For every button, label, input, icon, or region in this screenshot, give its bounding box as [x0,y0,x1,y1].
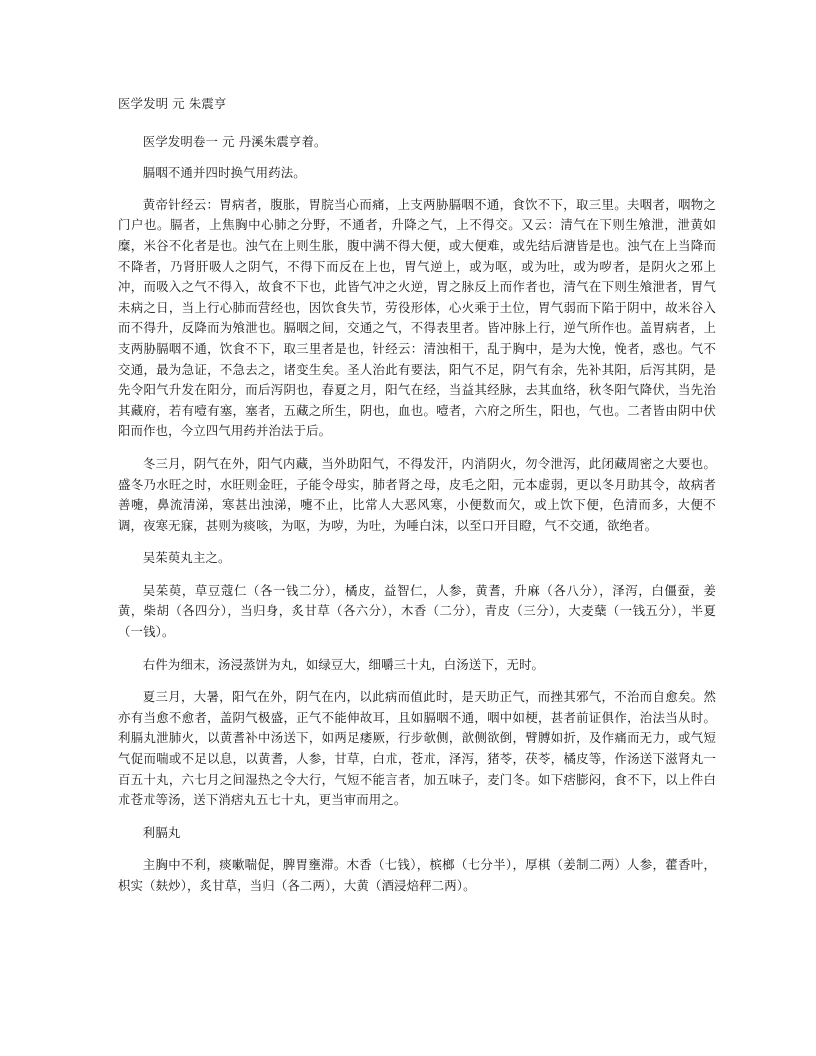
volume-byline: 医学发明卷一 元 丹溪朱震亨着。 [142,133,327,149]
paragraph-wuzhuyu-wan-indication: 吴茱萸丸主之。 [142,550,231,566]
paragraph-huangdi-zhenjing: 黄帝针经云：胃病者，腹胀，胃脘当心而痛，上支两胁膈咽不通，食饮不下，取三里。夫咽者，咽物之门户也。膈者，上焦胸中心肺之分野，不通者，升降之气，上不得交。又云：清气在下则生飧泄，泄黄如糜，米谷不化者是也。浊气在上则生胀，腹中满不得大便，或大便难，或先结后溏皆是也。浊气在上当降而不降者，乃肾肝吸人之阴气，不得下而反在上也，胃气逆上，或为呕，或为吐，或为哕者，是阴火之邪上冲，而吸入之气不得入，故食不下也，此皆气冲之火逆，胃之脉反上而作者也，清气在下则生飧泄者，胃气未病之日，当上行心肺而营经也，因饮食失节，劳役形体，心火乘于土位，胃气弱而下陷于阴中，故米谷入而不得升，反降而为飧泄也。膈咽之间，交通之气，不得表里者。皆冲脉上行，逆气所作也。盖胃病者，上支两胁膈咽不通，饮食不下，取三里者是也，针经云：清浊相干，乱于胸中，是为大悗，悗者，惑也。气不交通，最为急证，不急去之，诸变生矣。圣人治此有要法，阳气不足，阴气有余，先补其阳，后泻其阴，是先令阳气升发在阳分，而后泻阴也，春夏之月，阳气在经，当益其经脉，去其血络，秋冬阳气降伏，当先治其藏府，若有噎有塞，塞者，五藏之所生，阴也，血也。噎者，六府之所生，阳也，气也。二者皆由阴中伏阳而作也，今立四气用药并治法于后。 [118,196,716,439]
formula-heading-ligewan: 利膈丸 [142,824,181,840]
document-header-line: 医学发明 元 朱震亨 [118,96,227,111]
paragraph-wuzhuyu-wan-preparation: 右件为细末，汤浸蒸饼为丸，如绿豆大，细嚼三十丸，白汤送下，无时。 [142,656,545,672]
document-content [118,94,716,909]
paragraph-ligewan-body: 主胸中不利，痰嗽喘促，脾胃壅滞。木香（七钱），槟榔（七分半），厚棋（姜制二两）人参，藿香叶，枳实（麸炒），炙甘草，当归（各二两），大黄（酒浸焙秤二两）。 [118,857,716,893]
paragraph-winter-three-months: 冬三月，阴气在外，阳气内藏，当外助阳气，不得发汗，内消阴火，勿令泄泻，此闭藏周密之大要也。盛冬乃水旺之时，水旺则金旺，子能令母实，肺者肾之母，皮毛之阳，元本虚弱，更以冬月助其令，故病者善嚏，鼻流清涕，寒甚出浊涕，嚏不止，比常人大恶风寒，小便数而欠，或上饮下便，色清而多，大便不调，夜寒无寐，甚则为痰咳，为呕，为哕，为吐，为唾白沫，以至口开目瞪，气不交通，欲绝者。 [118,455,716,533]
section-title: 膈咽不通并四时换气用药法。 [142,165,306,181]
paragraph-summer-three-months: 夏三月，大暑，阳气在外，阴气在内，以此病而值此时，是天助正气，而挫其邪气，不治而自愈矣。然亦有当愈不愈者，盖阴气极盛，正气不能伸故耳，且如膈咽不通，咽中如梗，甚者前证俱作，治法当从时。利膈丸泄肺火，以黄耆补中汤送下，如两足痿厥，行步欹侧，歆侧欲倒，臂膊如折，及作痛而无力，或气短气促而喘或不足以息，以黄耆，人参，甘草，白朮，苍朮，泽泻，猪苓，茯苓，橘皮等，作汤送下滋肾丸一百五十丸，六七月之间湿热之令大行，气短不能言者，加五味子，麦门冬。如下痞膨闷，食不下，以上件白朮苍朮等汤，送下消痞丸五七十丸，更当审而用之。 [118,689,716,808]
paragraph-wuzhuyu-wan-ingredients: 吴茱萸，草豆蔻仁（各一钱二分），橘皮，益智仁，人参，黄耆，升麻（各八分），泽泻，白僵蚕，姜黄，柴胡（各四分），当归身，炙甘草（各六分），木香（二分），青皮（三分），大麦蘖（一钱五分），半夏（一钱）。 [118,582,716,640]
